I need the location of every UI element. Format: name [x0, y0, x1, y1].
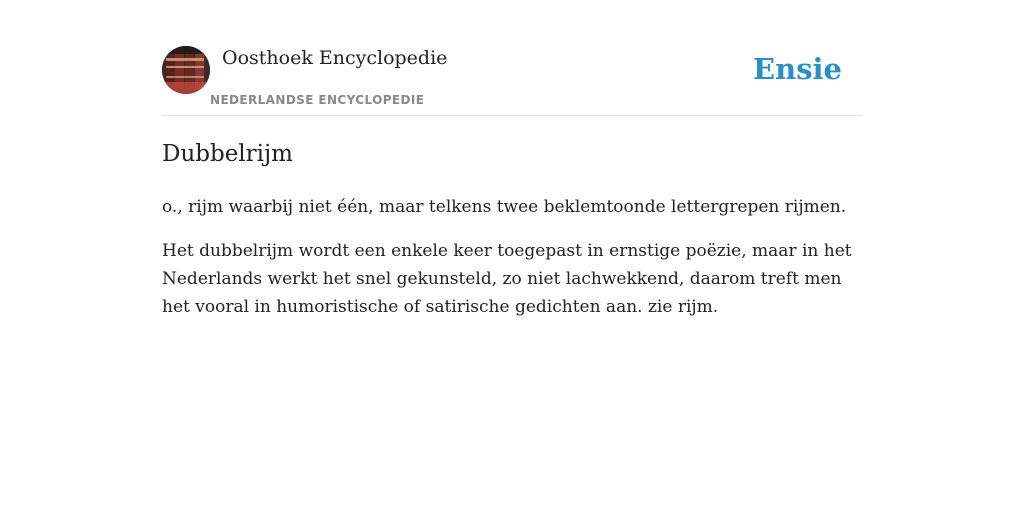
article-paragraph-body: Het dubbelrijm wordt een enkele keer toegepast in ernstige poëzie, maar in het Nederlands werkt het snel gekunsteld, zo niet lachwekkend, daarom treft men het vooral in humoristische of satirische gedichten aan. zie rijm. [162, 241, 852, 317]
site-title-link[interactable]: Oosthoek Encyclopedie [222, 47, 448, 69]
site-subtitle: NEDERLANDSE ENCYCLOPEDIE [210, 93, 425, 107]
page [162, 0, 862, 321]
article-title: Dubbelrijm [162, 141, 293, 167]
site-header [162, 46, 862, 116]
book-spines-icon[interactable] [162, 46, 210, 94]
article [162, 116, 862, 321]
article-paragraph-definition: o., rijm waarbij niet één, maar telkens twee beklemtoonde lettergrepen rijmen. [162, 197, 847, 217]
brand-logo-link[interactable]: Ensie [753, 52, 842, 86]
